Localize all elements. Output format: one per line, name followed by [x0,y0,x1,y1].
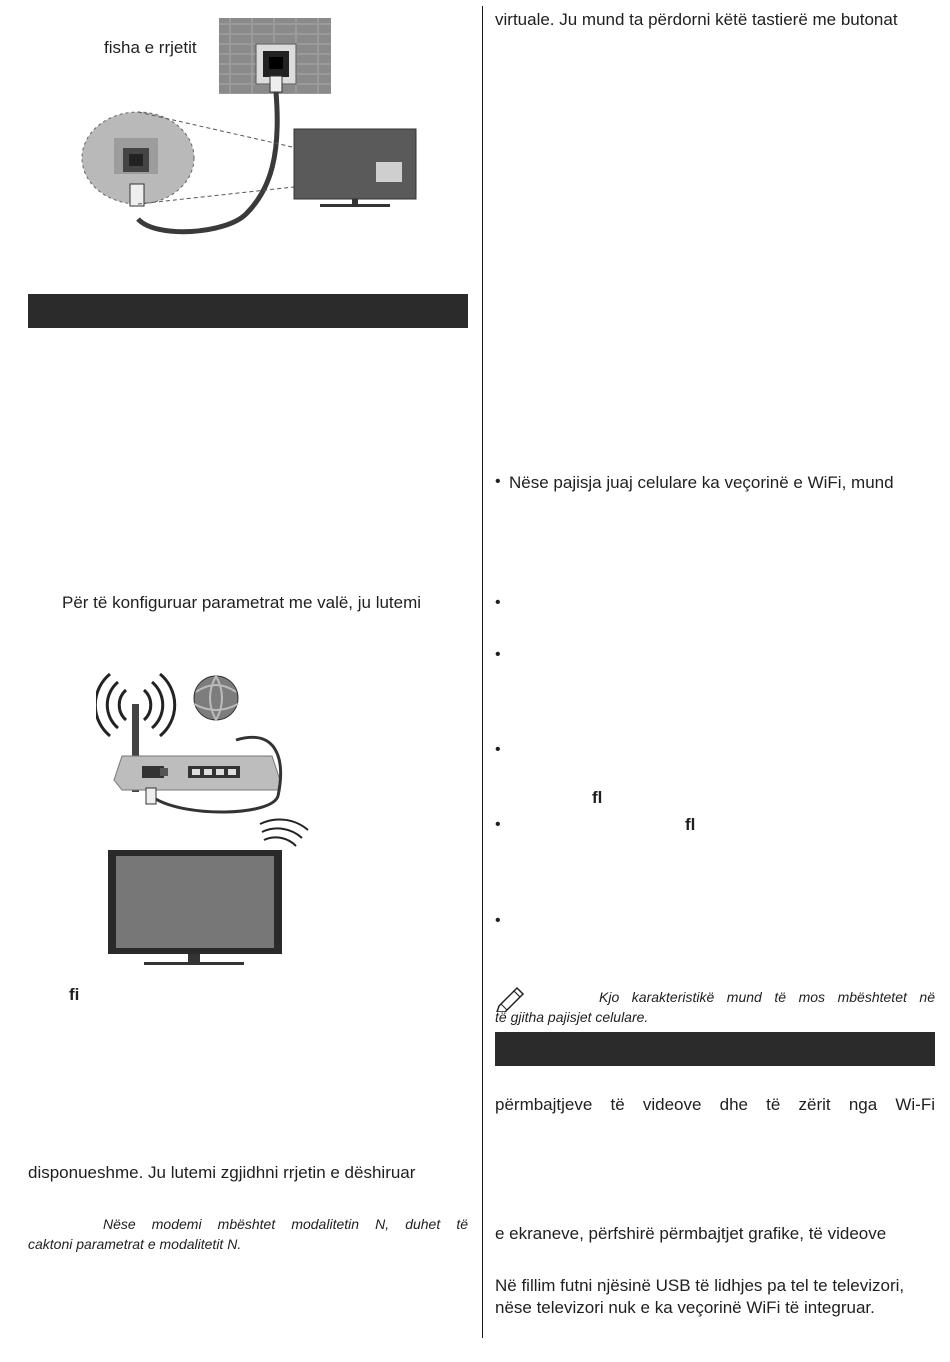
bullet-marker: • [495,816,501,833]
note-mobile-support-line1: Kjo karakteristikë mund të mos mbështetet në [599,989,935,1005]
wall-socket-icon [76,14,421,246]
ligature-fi: fi [69,985,80,1004]
virtual-keyboard-text: virtuale. Ju mund ta përdorni këtë tastierë me butonat [495,10,898,29]
wired-connection-diagram [76,14,421,246]
ligature-fl: fl [685,815,696,834]
router-icon [96,668,318,970]
ligature-fl: fl [592,788,603,807]
bullet-marker: • [495,646,501,663]
video-audio-wifi-text: përmbajtjeve të videove dhe të zërit nga Wi-Fi [495,1095,935,1114]
bullet-marker: • [495,473,501,490]
note-modem-n-mode-line2: caktoni parametrat e modalitetit N. [28,1236,242,1252]
bullet-marker: • [495,594,501,611]
usb-dongle-text-1: Në fillim futni njësinë USB të lidhjes pa tel te televizori, [495,1276,905,1295]
bullet-marker: • [495,741,501,758]
network-socket-label: fisha e rrjetit [104,38,197,57]
mobile-wifi-bullet-text: Nëse pajisja juaj celulare ka veçorinë e WiFi, mund [509,473,894,492]
networks-available-text: disponueshme. Ju lutemi zgjidhni rrjetin e dëshiruar [28,1163,416,1182]
usb-dongle-text-2: nëse televizori nuk e ka veçorinë WiFi të integruar. [495,1298,875,1317]
wireless-connection-diagram [96,668,318,970]
bullet-marker: • [495,912,501,929]
column-divider [482,6,483,1338]
section-header-bar [28,294,468,328]
note-modem-n-mode-line1: Nëse modemi mbështet modalitetin N, duhet të [103,1216,468,1232]
section-header-bar [495,1032,935,1066]
wireless-config-text: Për të konfiguruar parametrat me valë, ju lutemi [62,593,422,612]
note-mobile-support-line2: të gjitha pajisjet celulare. [495,1009,649,1025]
screens-content-text: e ekraneve, përfshirë përmbajtjet grafike, të videove [495,1224,887,1243]
